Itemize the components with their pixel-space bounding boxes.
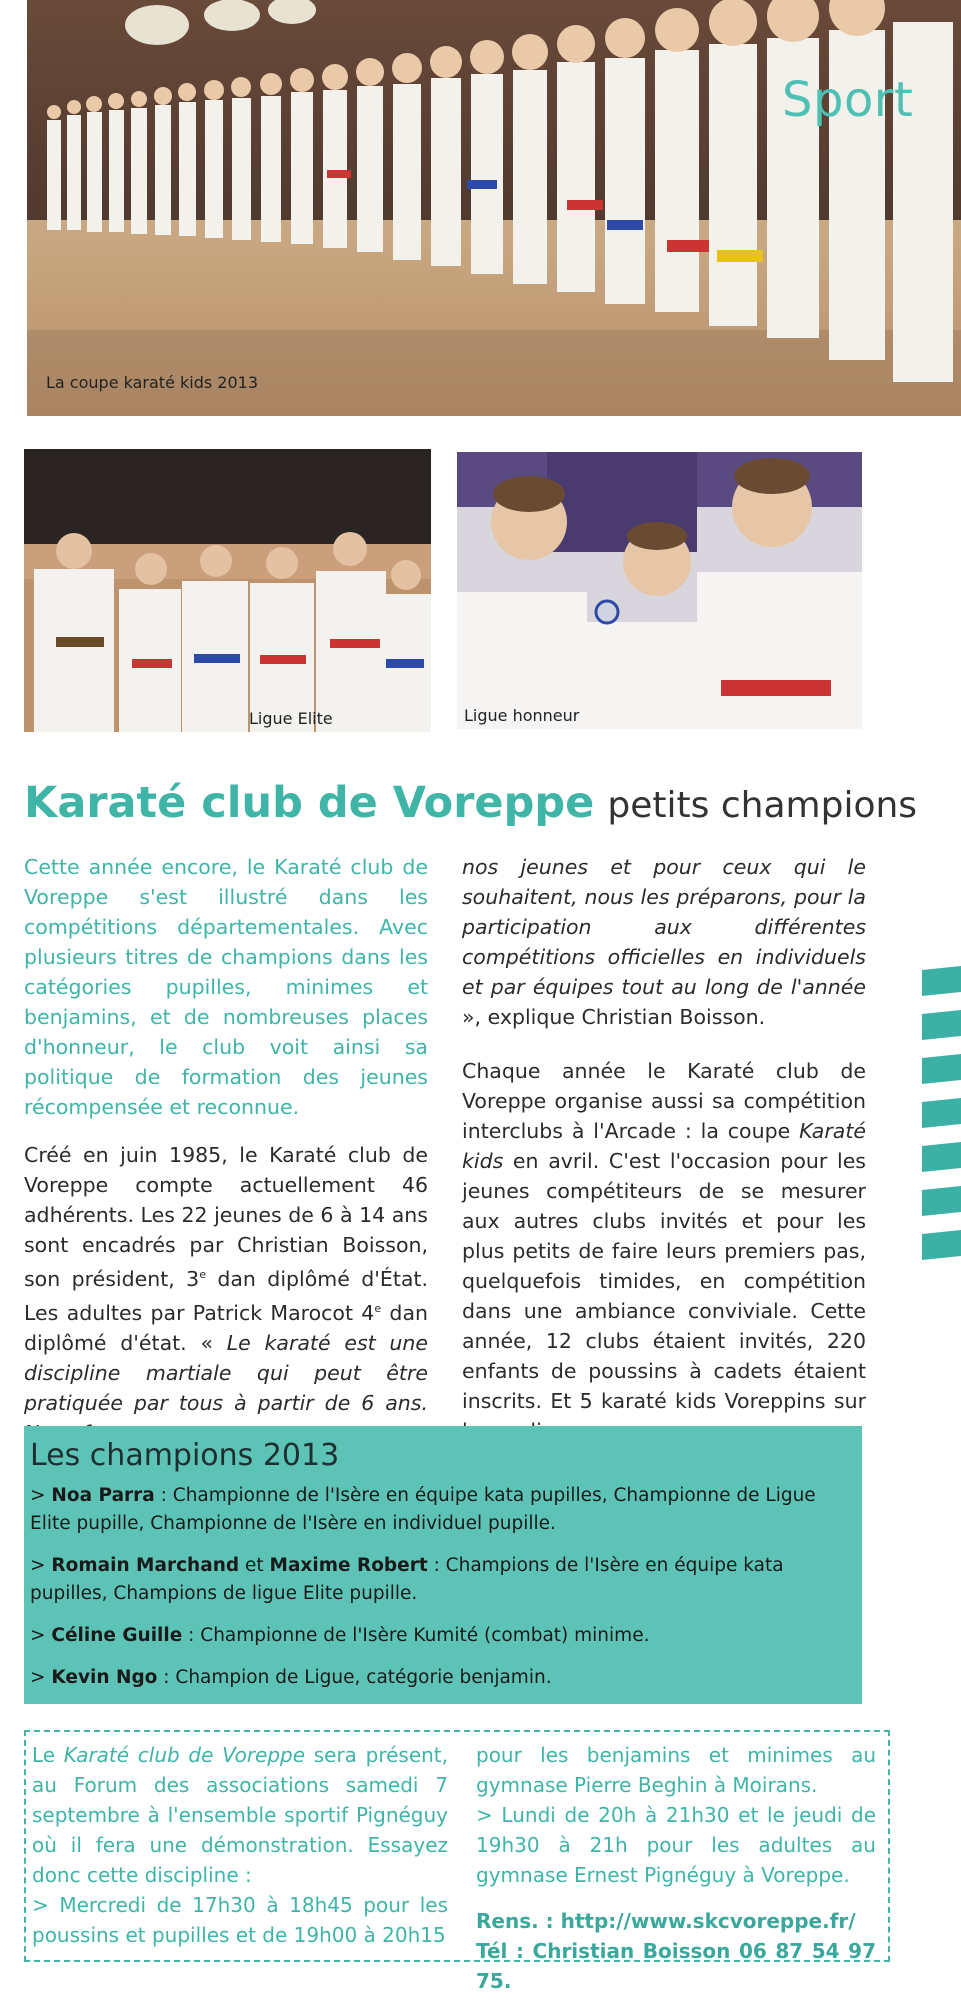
champion-text: : Champion de Ligue, catégorie benjamin.: [157, 1667, 552, 1688]
info-schedule-continued: pour les benjamins et minimes au gymnase Pierre Beghin à Moirans.: [476, 1743, 876, 1797]
champion-text: : Champions de l'Isère en équipe kata pupilles, Champions de ligue Elite pupille.: [30, 1555, 784, 1604]
info-contact: [476, 1906, 876, 1996]
article-quote-end: [462, 852, 866, 1032]
info-schedule-monday: > Lundi de 20h à 21h30 et le jeudi de 19h30 à 21h pour les adultes au gymnase Ernest Pignéguy à Voreppe.: [476, 1803, 876, 1887]
champion-item: [30, 1664, 856, 1692]
item-prefix: >: [30, 1555, 52, 1576]
photo-caption-right: Ligue honneur: [464, 706, 580, 725]
stripe: [922, 966, 961, 996]
p3-italic: Karaté kids: [462, 1119, 866, 1173]
p2-quote: Le karaté est une discipline martiale qui peut être pratiquée par tous à partir de 6 ans.: [24, 1330, 428, 1415]
info-club-name: Karaté club de Voreppe: [63, 1743, 306, 1767]
stripe: [922, 1098, 961, 1128]
info-text-a: Le: [32, 1743, 64, 1767]
champions-list: [30, 1482, 856, 1706]
item-prefix: >: [30, 1667, 52, 1688]
p2-sup-1: e: [199, 1268, 206, 1281]
champion-name-2: Maxime Robert: [269, 1555, 428, 1576]
stripe: [922, 1054, 961, 1084]
article-intro: Cette année encore, le Karaté club de Voreppe s'est illustré dans les compétitions départementales. Avec plusieurs titres de champions dans les catégories pupilles, minimes et benjamins, et de nombreuses places d'honneur, le club voit ainsi sa politique de formation des jeunes récompensée et reconnue.: [24, 855, 428, 1119]
champion-item: [30, 1482, 856, 1538]
champion-item: [30, 1622, 856, 1650]
info-website[interactable]: Rens. : http://www.skcvoreppe.fr/: [476, 1909, 856, 1933]
headline-strong: Karaté club de Voreppe: [24, 778, 595, 828]
stripe: [922, 1010, 961, 1040]
champion-item: [30, 1552, 856, 1608]
article-paragraph-2: [24, 1140, 428, 1448]
photo-ligue-honneur: [457, 452, 862, 729]
decorative-stripes: [922, 968, 961, 1276]
stripe: [922, 1142, 961, 1172]
info-box: [24, 1730, 890, 1993]
champion-name: Céline Guille: [51, 1625, 183, 1646]
champions-title: Les champions 2013: [30, 1438, 340, 1473]
article-headline: [24, 778, 917, 828]
article-column-2: [462, 852, 866, 1464]
section-label: Sport: [782, 72, 914, 128]
quote-continuation: nos jeunes et pour ceux qui le souhaitent, nous les préparons, pour la participation aux différentes compétitions officielles en individuels et par équipes tout au long de l'année: [462, 855, 866, 999]
quote-attribution: », explique Christian Boisson.: [462, 1005, 766, 1029]
article-paragraph-3: [462, 1056, 866, 1446]
p3-text-b: en avril. C'est l'occasion pour les jeunes compétiteurs de se mesurer aux autres clubs invités et pour les plus petits de faire leurs premiers pas, quelquefois timides, en compétition dans une ambiance conviviale. Cette année, 12 clubs étaient invités, 220 enfants de poussins à cadets étaient inscrits. Et 5 karaté kids Voreppins sur: [462, 1149, 866, 1413]
champion-name: Noa Parra: [51, 1485, 155, 1506]
info-column-1: [32, 1740, 448, 1950]
p2-text-c: dan diplômé d'état. «: [24, 1300, 428, 1355]
champion-name: Kevin Ngo: [51, 1667, 158, 1688]
photo-caption-top: La coupe karaté kids 2013: [46, 373, 258, 392]
item-prefix: >: [30, 1625, 52, 1646]
photo-group-lineup: [27, 0, 961, 416]
champion-text: : Championne de l'Isère Kumité (combat) minime.: [182, 1625, 650, 1646]
item-prefix: >: [30, 1485, 52, 1506]
champion-name: Romain Marchand: [51, 1555, 240, 1576]
champion-text: : Championne de l'Isère en équipe kata pupilles, Championne de Ligue Elite pupille, Championne de l'Isère en individuel pupille.: [30, 1485, 816, 1534]
p2-text-a: Créé en juin 1985, le Karaté club de Voreppe compte actuellement 46 adhérents. Les 22 jeunes de 6 à 14 ans sont encadrés par Christian Boisson, son président, 3: [24, 1143, 428, 1291]
champion-joiner: et: [239, 1555, 270, 1576]
stripe: [922, 1186, 961, 1216]
info-schedule-wednesday: > Mercredi de 17h30 à 18h45 pour les poussins et pupilles et de 19h00 à 20h15: [32, 1893, 448, 1947]
headline-light: petits champions: [607, 785, 918, 826]
photo-caption-left: Ligue Elite: [249, 709, 333, 728]
p2-text-b: dan diplômé d'État. Les adultes par Patrick Marocot 4: [24, 1266, 428, 1325]
stripe: [922, 1230, 961, 1260]
p3-text-a: Chaque année le Karaté club de Voreppe organise aussi sa compétition interclubs à l'Arcade : la coupe: [462, 1059, 866, 1143]
article-column-1: [24, 852, 428, 1466]
photo-ligue-elite: [24, 449, 431, 732]
info-text-b: sera présent, au Forum des associations samedi 7 septembre à l'ensemble sportif Pignéguy où il fera une démonstration. Essayez donc cette discipline :: [32, 1743, 449, 1887]
p2-sup-2: e: [374, 1301, 382, 1315]
info-phone: Tél : Christian Boisson 06 87 54 97 75.: [476, 1939, 876, 1993]
champions-box: [24, 1426, 862, 1704]
info-column-2: [476, 1740, 876, 1996]
